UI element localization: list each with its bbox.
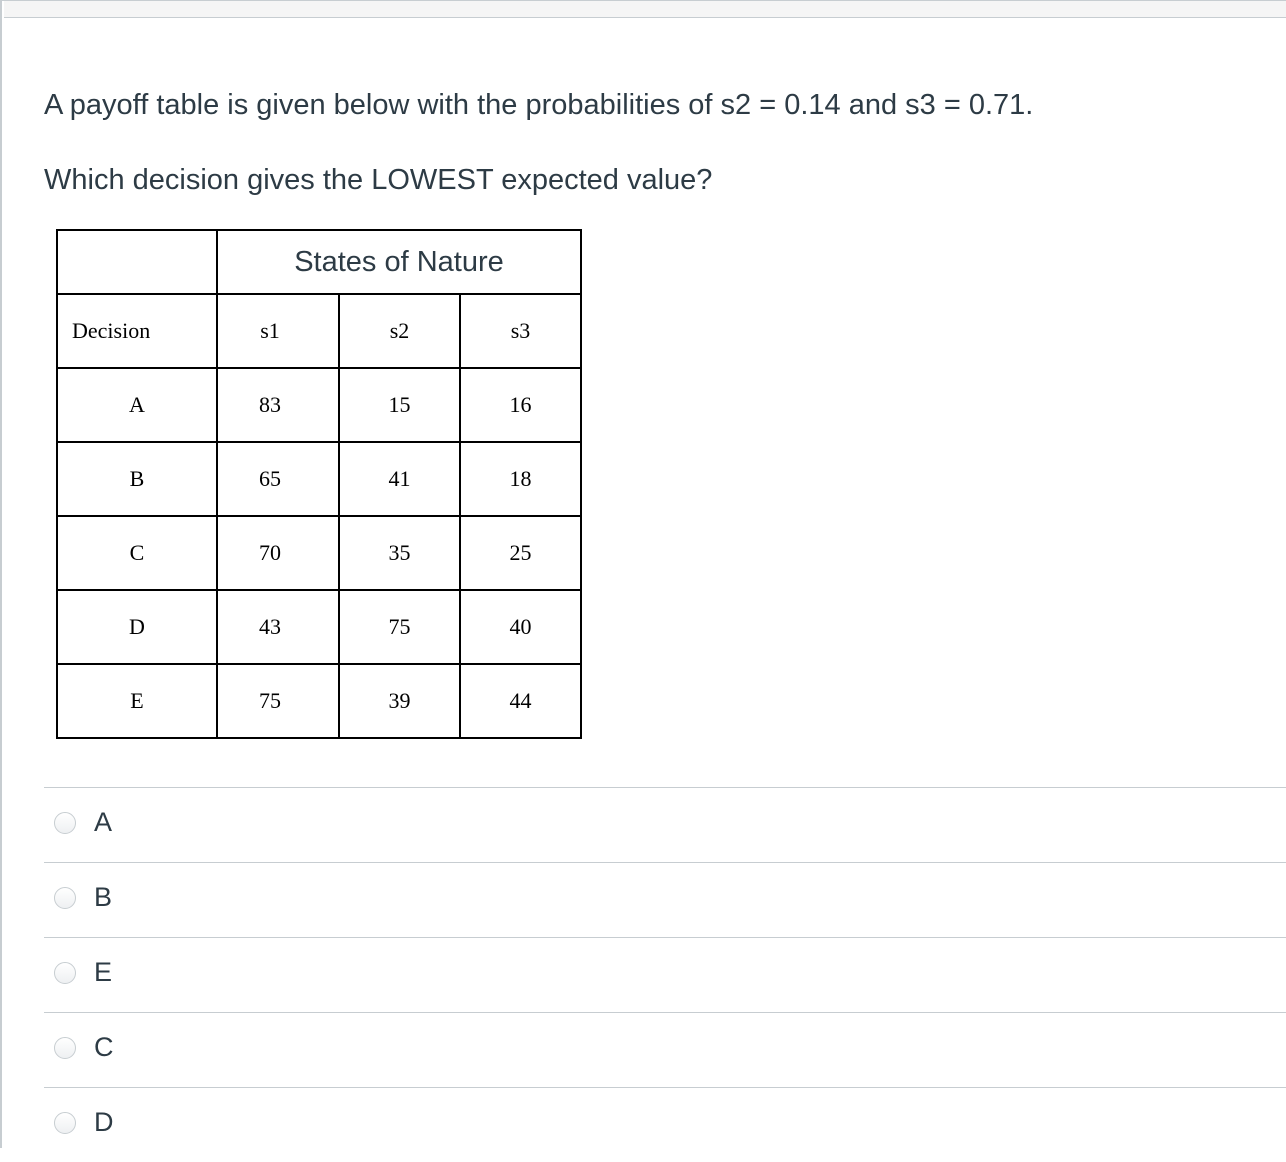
payoff-cell: 39	[339, 664, 460, 738]
table-subheader-row	[57, 294, 581, 368]
payoff-cell: 65	[217, 442, 339, 516]
state-header-s3: s3	[460, 294, 581, 368]
question-prompt: Which decision gives the LOWEST expected value?	[44, 164, 713, 196]
payoff-cell: 43	[217, 590, 339, 664]
payoff-cell: 18	[460, 442, 581, 516]
radio-button[interactable]	[54, 1037, 76, 1059]
radio-button[interactable]	[54, 962, 76, 984]
answer-label[interactable]: B	[94, 882, 113, 912]
answer-option-b[interactable]	[44, 862, 1286, 937]
table-row	[57, 516, 581, 590]
answer-option-a[interactable]	[44, 787, 1286, 862]
decision-cell: D	[57, 590, 217, 664]
answer-label[interactable]: D	[94, 1107, 114, 1137]
question-header-bar	[4, 1, 1286, 18]
payoff-cell: 40	[460, 590, 581, 664]
state-header-s1: s1	[217, 294, 339, 368]
states-of-nature-header: States of Nature	[217, 230, 581, 294]
table-row	[57, 442, 581, 516]
answer-option-c[interactable]	[44, 1012, 1286, 1087]
payoff-cell: 75	[217, 664, 339, 738]
payoff-cell: 44	[460, 664, 581, 738]
payoff-cell: 41	[339, 442, 460, 516]
answer-option-e[interactable]	[44, 937, 1286, 1012]
table-row	[57, 590, 581, 664]
question-text: A payoff table is given below with the probabilities of s2 = 0.14 and s3 = 0.71.	[44, 89, 1034, 121]
payoff-cell: 15	[339, 368, 460, 442]
decision-cell: A	[57, 368, 217, 442]
payoff-cell: 16	[460, 368, 581, 442]
payoff-cell: 75	[339, 590, 460, 664]
decision-cell: C	[57, 516, 217, 590]
radio-button[interactable]	[54, 1112, 76, 1134]
table-header-row	[57, 230, 581, 294]
decision-cell: E	[57, 664, 217, 738]
answer-option-d[interactable]	[44, 1087, 1286, 1162]
table-row	[57, 664, 581, 738]
decision-cell: B	[57, 442, 217, 516]
payoff-cell: 25	[460, 516, 581, 590]
radio-button[interactable]	[54, 887, 76, 909]
answer-list	[44, 787, 1286, 1162]
payoff-cell: 70	[217, 516, 339, 590]
payoff-cell: 35	[339, 516, 460, 590]
payoff-cell: 83	[217, 368, 339, 442]
payoff-table	[56, 229, 582, 739]
answer-label[interactable]: C	[94, 1032, 114, 1062]
state-header-s2: s2	[339, 294, 460, 368]
answer-label[interactable]: E	[94, 957, 113, 987]
answer-label[interactable]: A	[94, 807, 113, 837]
radio-button[interactable]	[54, 812, 76, 834]
table-corner-cell	[57, 230, 217, 294]
decision-header: Decision	[57, 294, 217, 368]
table-row	[57, 368, 581, 442]
